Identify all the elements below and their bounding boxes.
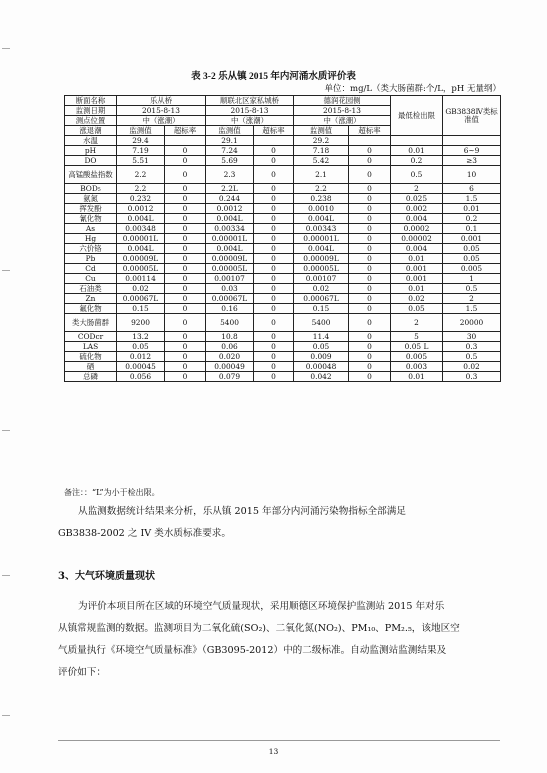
value-cell: 0.15 <box>117 304 165 314</box>
value-header: 监测值 <box>294 126 349 136</box>
standard-value-cell: 0.005 <box>443 264 501 274</box>
parameter-name-cell: Hg <box>65 234 117 244</box>
detect-limit-cell: 0.001 <box>391 274 443 284</box>
table-row <box>65 234 501 244</box>
site-name-cell: 德润花园侧 <box>294 96 391 106</box>
table-row <box>65 224 501 234</box>
detect-limit-cell: 0.003 <box>391 362 443 372</box>
intro-paragraph <box>58 596 502 684</box>
value-cell: 0.00067L <box>117 294 165 304</box>
value-header: 监测值 <box>117 126 165 136</box>
binder-mark <box>2 715 10 716</box>
detect-limit-cell: 0.5 <box>391 166 443 184</box>
parameter-name-cell: Pb <box>65 254 117 264</box>
exceed-rate-cell: 0 <box>349 342 391 352</box>
exceed-rate-cell: 0 <box>349 214 391 224</box>
exceed-rate-cell: 0 <box>349 204 391 214</box>
detect-limit-cell: 0.02 <box>391 294 443 304</box>
value-cell: 13.2 <box>117 332 165 342</box>
conclusion-paragraph <box>58 501 502 545</box>
exceed-rate-cell: 0 <box>349 264 391 274</box>
point-cell: 中（涨潮） <box>206 116 294 126</box>
value-cell: 10.8 <box>206 332 254 342</box>
header-cell: 断面名称 <box>65 96 117 106</box>
detect-limit-cell: 2 <box>391 184 443 194</box>
paragraph-line: 从镇常规监测的数据。监测项目为二氧化硫(SO₂)、二氧化氮(NO₂)、PM₁₀、PM₂.₅，该地区空 <box>58 623 460 634</box>
binder-mark <box>2 48 10 49</box>
standard-value-cell <box>443 136 501 146</box>
exceed-rate-cell: 0 <box>349 244 391 254</box>
exceed-rate-cell: 0 <box>349 234 391 244</box>
value-cell: 0.238 <box>294 194 349 204</box>
exceed-rate-cell: 0 <box>254 362 294 372</box>
value-cell: 0.05 <box>294 342 349 352</box>
exceed-rate-cell: 0 <box>349 314 391 332</box>
paragraph-line: 评价如下： <box>58 667 106 678</box>
exceed-rate-cell: 0 <box>165 244 206 254</box>
exceed-rate-cell: 0 <box>254 304 294 314</box>
header-cell: 测点位置 <box>65 116 117 126</box>
value-cell: 0.06 <box>206 342 254 352</box>
exceed-rate-cell: 0 <box>349 304 391 314</box>
exceed-rate-cell: 0 <box>349 284 391 294</box>
exceed-rate-cell: 0 <box>165 214 206 224</box>
value-cell: 0.00334 <box>206 224 254 234</box>
value-cell: 29.4 <box>117 136 165 146</box>
exceed-rate-cell: 0 <box>165 372 206 382</box>
paragraph-line: GB3838-2002 之 IV 类水质标准要求。 <box>58 528 231 539</box>
value-cell: 5400 <box>206 314 254 332</box>
parameter-name-cell: 石油类 <box>65 284 117 294</box>
section-heading: 3、大气环境质量现状 <box>58 571 155 582</box>
value-cell: 0.00343 <box>294 224 349 234</box>
parameter-name-cell: Cd <box>65 264 117 274</box>
detect-limit-cell: 0.004 <box>391 214 443 224</box>
value-cell: 0.03 <box>206 284 254 294</box>
exceed-rate-cell: 0 <box>349 166 391 184</box>
exceed-rate-cell: 0 <box>254 254 294 264</box>
value-cell: 0.00049 <box>206 362 254 372</box>
value-cell: 9200 <box>117 314 165 332</box>
value-cell: 0.00001L <box>206 234 254 244</box>
exceed-rate-cell: 0 <box>165 342 206 352</box>
exceed-rate-cell <box>165 136 206 146</box>
value-cell: 0.15 <box>294 304 349 314</box>
table-unit-note: 单位：mg/L（类大肠菌群:个/L，pH 无量纲） <box>324 84 501 94</box>
table-row <box>65 136 501 146</box>
exceed-header: 超标率 <box>165 126 206 136</box>
date-cell: 2015-8-13 <box>206 106 294 116</box>
value-cell: 0.0012 <box>206 204 254 214</box>
parameter-name-cell: 挥发酚 <box>65 204 117 214</box>
value-cell: 0.056 <box>117 372 165 382</box>
exceed-rate-cell: 0 <box>349 146 391 156</box>
value-cell: 0.00348 <box>117 224 165 234</box>
parameter-name-cell: LAS <box>65 342 117 352</box>
header-row-sites <box>65 96 501 106</box>
exceed-rate-cell: 0 <box>349 194 391 204</box>
parameter-name-cell: Zn <box>65 294 117 304</box>
table-row <box>65 214 501 224</box>
parameter-name-cell: Cu <box>65 274 117 284</box>
exceed-rate-cell: 0 <box>165 264 206 274</box>
paragraph-line: 为评价本项目所在区域的环境空气质量现状，采用顺德区环境保护监测站 2015 年对乐 <box>78 601 445 612</box>
exceed-rate-cell: 0 <box>349 254 391 264</box>
exceed-rate-cell: 0 <box>165 332 206 342</box>
table-row <box>65 254 501 264</box>
exceed-rate-cell: 0 <box>165 284 206 294</box>
paragraph-line: 从监测数据统计结果来分析，乐从镇 2015 年部分内河涌污染物指标全部满足 <box>78 506 406 517</box>
value-cell: 29.1 <box>206 136 254 146</box>
standard-value-cell: 0.01 <box>443 204 501 214</box>
value-cell: 0.042 <box>294 372 349 382</box>
value-cell: 0.16 <box>206 304 254 314</box>
value-cell: 5400 <box>294 314 349 332</box>
exceed-rate-cell: 0 <box>165 274 206 284</box>
parameter-name-cell: 氟化物 <box>65 304 117 314</box>
value-cell: 0.00009L <box>117 254 165 264</box>
standard-value-cell: 0.3 <box>443 342 501 352</box>
table-row <box>65 274 501 284</box>
table-row <box>65 244 501 254</box>
standard-value-cell: 0.05 <box>443 244 501 254</box>
value-cell: 0.0010 <box>294 204 349 214</box>
value-cell: 5.51 <box>117 156 165 166</box>
exceed-rate-cell: 0 <box>165 352 206 362</box>
exceed-rate-cell: 0 <box>165 304 206 314</box>
exceed-rate-cell: 0 <box>349 352 391 362</box>
standard-value-cell: 0.3 <box>443 372 501 382</box>
exceed-rate-cell: 0 <box>165 146 206 156</box>
exceed-rate-cell: 0 <box>254 314 294 332</box>
exceed-rate-cell: 0 <box>254 234 294 244</box>
exceed-rate-cell: 0 <box>254 274 294 284</box>
exceed-rate-cell: 0 <box>254 264 294 274</box>
table-row <box>65 294 501 304</box>
header-cell: 监测日期 <box>65 106 117 116</box>
exceed-rate-cell: 0 <box>254 244 294 254</box>
exceed-rate-cell: 0 <box>165 184 206 194</box>
exceed-rate-cell: 0 <box>254 284 294 294</box>
exceed-rate-cell: 0 <box>254 166 294 184</box>
exceed-rate-cell: 0 <box>254 146 294 156</box>
value-cell: 7.18 <box>294 146 349 156</box>
standard-value-cell: 0.5 <box>443 284 501 294</box>
detect-limit-cell: 0.002 <box>391 204 443 214</box>
value-cell: 0.05 <box>117 342 165 352</box>
table-row <box>65 362 501 372</box>
value-cell: 5.42 <box>294 156 349 166</box>
parameter-name-cell: 总磷 <box>65 372 117 382</box>
value-cell: 0.00107 <box>206 274 254 284</box>
value-cell: 0.00107 <box>294 274 349 284</box>
value-cell: 0.02 <box>294 284 349 294</box>
value-cell: 0.00048 <box>294 362 349 372</box>
value-cell: 0.00005L <box>117 264 165 274</box>
standard-value-cell: 20000 <box>443 314 501 332</box>
exceed-rate-cell: 0 <box>165 314 206 332</box>
exceed-rate-cell: 0 <box>165 224 206 234</box>
value-cell: 29.2 <box>294 136 349 146</box>
detect-limit-cell: 0.2 <box>391 156 443 166</box>
value-cell: 2.2L <box>206 184 254 194</box>
table-row <box>65 314 501 332</box>
paragraph-line: 气质量执行《环境空气质量标准》（GB3095-2012）中的二级标准。自动监测站监测结果及 <box>58 645 447 656</box>
site-name-cell: 顺联北区家私城桥 <box>206 96 294 106</box>
table-row <box>65 194 501 204</box>
table-row <box>65 204 501 214</box>
exceed-rate-cell: 0 <box>165 156 206 166</box>
exceed-rate-cell: 0 <box>349 156 391 166</box>
parameter-name-cell: 硫化物 <box>65 352 117 362</box>
site-name-cell: 乐从桥 <box>117 96 206 106</box>
table-row <box>65 332 501 342</box>
value-cell: 0.00001L <box>294 234 349 244</box>
point-cell: 中（涨潮） <box>294 116 391 126</box>
value-header: 监测值 <box>206 126 254 136</box>
value-cell: 0.00067L <box>294 294 349 304</box>
exceed-rate-cell: 0 <box>349 332 391 342</box>
standard-header: GB3838Ⅳ类标准值 <box>443 96 501 136</box>
standard-value-cell: 1 <box>443 274 501 284</box>
value-cell: 0.00005L <box>206 264 254 274</box>
exceed-rate-cell: 0 <box>165 234 206 244</box>
binder-mark <box>2 270 10 271</box>
exceed-rate-cell: 0 <box>349 372 391 382</box>
table-row <box>65 264 501 274</box>
exceed-rate-cell: 0 <box>165 362 206 372</box>
value-cell: 0.232 <box>117 194 165 204</box>
parameter-name-cell: DO <box>65 156 117 166</box>
exceed-rate-cell: 0 <box>165 194 206 204</box>
exceed-rate-cell: 0 <box>349 224 391 234</box>
exceed-rate-cell: 0 <box>254 184 294 194</box>
value-cell: 0.00067L <box>206 294 254 304</box>
table-footnote: 备注：：“L”为小于检出限。 <box>64 488 160 497</box>
detect-limit-cell: 0.025 <box>391 194 443 204</box>
exceed-rate-cell: 0 <box>349 362 391 372</box>
table-row <box>65 146 501 156</box>
page-number: 13 <box>268 747 279 756</box>
parameter-name-cell: 氰化物 <box>65 214 117 224</box>
table-row <box>65 304 501 314</box>
standard-value-cell: 0.05 <box>443 254 501 264</box>
exceed-rate-cell: 0 <box>254 294 294 304</box>
value-cell: 0.00005L <box>294 264 349 274</box>
exceed-rate-cell: 0 <box>254 372 294 382</box>
table-row <box>65 284 501 294</box>
parameter-name-cell: 六价铬 <box>65 244 117 254</box>
exceed-rate-cell <box>254 136 294 146</box>
exceed-rate-cell: 0 <box>254 342 294 352</box>
exceed-header: 超标率 <box>254 126 294 136</box>
date-cell: 2015-8-13 <box>294 106 391 116</box>
exceed-rate-cell: 0 <box>349 274 391 284</box>
standard-value-cell: 0.5 <box>443 352 501 362</box>
value-cell: 0.004L <box>294 214 349 224</box>
value-cell: 0.004L <box>117 214 165 224</box>
standard-value-cell: ≥3 <box>443 156 501 166</box>
value-cell: 0.02 <box>117 284 165 294</box>
detect-limit-cell: 0.01 <box>391 284 443 294</box>
exceed-rate-cell: 0 <box>254 156 294 166</box>
value-cell: 0.00001L <box>117 234 165 244</box>
header-cell: 涨退潮 <box>65 126 117 136</box>
standard-value-cell: 6 <box>443 184 501 194</box>
detect-limit-cell: 0.00002 <box>391 234 443 244</box>
standard-value-cell: 6~9 <box>443 146 501 156</box>
value-cell: 2.2 <box>117 184 165 194</box>
water-quality-table <box>64 95 501 382</box>
detect-limit-cell: 0.05 <box>391 304 443 314</box>
value-cell: 11.4 <box>294 332 349 342</box>
value-cell: 0.004L <box>206 244 254 254</box>
parameter-name-cell: BOD₅ <box>65 184 117 194</box>
value-cell: 0.004L <box>294 244 349 254</box>
parameter-name-cell: 类大肠菌群 <box>65 314 117 332</box>
parameter-name-cell: CODcr <box>65 332 117 342</box>
standard-value-cell: 0.02 <box>443 362 501 372</box>
table-row <box>65 166 501 184</box>
detect-limit-cell: 0.01 <box>391 254 443 264</box>
exceed-header: 超标率 <box>349 126 391 136</box>
parameter-name-cell: 硒 <box>65 362 117 372</box>
standard-value-cell: 0.001 <box>443 234 501 244</box>
exceed-rate-cell: 0 <box>165 204 206 214</box>
value-cell: 0.004L <box>206 214 254 224</box>
parameter-name-cell: pH <box>65 146 117 156</box>
standard-value-cell: 10 <box>443 166 501 184</box>
exceed-rate-cell: 0 <box>165 166 206 184</box>
parameter-name-cell: As <box>65 224 117 234</box>
table-row <box>65 372 501 382</box>
exceed-rate-cell <box>349 136 391 146</box>
value-cell: 0.004L <box>117 244 165 254</box>
exceed-rate-cell: 0 <box>254 204 294 214</box>
standard-value-cell: 1.5 <box>443 304 501 314</box>
date-cell: 2015-8-13 <box>117 106 206 116</box>
value-cell: 0.009 <box>294 352 349 362</box>
value-cell: 0.0012 <box>117 204 165 214</box>
value-cell: 0.012 <box>117 352 165 362</box>
exceed-rate-cell: 0 <box>165 254 206 264</box>
table-title: 表 3-2 乐从镇 2015 年内河涌水质评价表 <box>191 72 356 82</box>
value-cell: 0.244 <box>206 194 254 204</box>
standard-value-cell: 0.1 <box>443 224 501 234</box>
footer-rule <box>58 740 500 741</box>
detect-limit-header: 最低检出限 <box>391 96 443 136</box>
standard-value-cell: 2 <box>443 294 501 304</box>
value-cell: 2.2 <box>117 166 165 184</box>
detect-limit-cell: 0.0002 <box>391 224 443 234</box>
exceed-rate-cell: 0 <box>165 294 206 304</box>
exceed-rate-cell: 0 <box>254 352 294 362</box>
standard-value-cell: 0.2 <box>443 214 501 224</box>
value-cell: 0.00045 <box>117 362 165 372</box>
exceed-rate-cell: 0 <box>349 184 391 194</box>
detect-limit-cell: 0.01 <box>391 372 443 382</box>
value-cell: 7.24 <box>206 146 254 156</box>
parameter-name-cell: 水温 <box>65 136 117 146</box>
exceed-rate-cell: 0 <box>254 194 294 204</box>
binder-mark <box>2 575 10 576</box>
point-cell: 中（涨潮） <box>117 116 206 126</box>
detect-limit-cell: 5 <box>391 332 443 342</box>
table-row <box>65 156 501 166</box>
value-cell: 0.00114 <box>117 274 165 284</box>
binder-mark <box>2 430 10 431</box>
detect-limit-cell: 0.004 <box>391 244 443 254</box>
detect-limit-cell: 0.05 L <box>391 342 443 352</box>
exceed-rate-cell: 0 <box>254 332 294 342</box>
value-cell: 0.00009L <box>294 254 349 264</box>
value-cell: 0.020 <box>206 352 254 362</box>
standard-value-cell: 1.5 <box>443 194 501 204</box>
standard-value-cell: 30 <box>443 332 501 342</box>
table-row <box>65 342 501 352</box>
value-cell: 0.00009L <box>206 254 254 264</box>
detect-limit-cell <box>391 136 443 146</box>
exceed-rate-cell: 0 <box>254 214 294 224</box>
value-cell: 2.3 <box>206 166 254 184</box>
table-row <box>65 352 501 362</box>
parameter-name-cell: 高锰酸盐指数 <box>65 166 117 184</box>
detect-limit-cell: 0.01 <box>391 146 443 156</box>
value-cell: 5.69 <box>206 156 254 166</box>
value-cell: 2.2 <box>294 184 349 194</box>
exceed-rate-cell: 0 <box>349 294 391 304</box>
detect-limit-cell: 0.001 <box>391 264 443 274</box>
detect-limit-cell: 2 <box>391 314 443 332</box>
detect-limit-cell: 0.005 <box>391 352 443 362</box>
value-cell: 2.1 <box>294 166 349 184</box>
value-cell: 0.079 <box>206 372 254 382</box>
exceed-rate-cell: 0 <box>254 224 294 234</box>
value-cell: 7.19 <box>117 146 165 156</box>
parameter-name-cell: 氨氮 <box>65 194 117 204</box>
table-row <box>65 184 501 194</box>
